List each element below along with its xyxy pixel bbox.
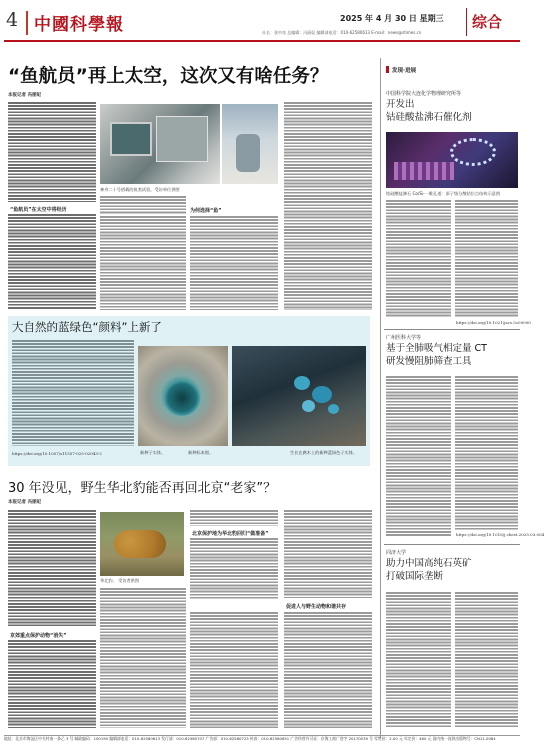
article1-headline: “鱼航员”再上太空，这次又有啥任务？ <box>8 66 329 87</box>
story1-org: 中国科学院大连化学物理研究所等 <box>386 91 462 97</box>
story1-image <box>386 132 518 188</box>
article2-photo-right <box>232 346 366 446</box>
masthead-info: 社长：张中良 总编辑：冯丽妃 编辑部电话：010-62580613 E-mail：news@stimes.cn <box>262 30 422 35</box>
article3-column-4 <box>284 612 372 728</box>
fungus-shape-4 <box>328 404 339 414</box>
article3-subhead-3: 促进人与野生动物和谐共存 <box>286 604 347 610</box>
section-title: 综合 <box>472 13 503 31</box>
leopard-shape <box>114 530 166 558</box>
article3-headline: 30 年没见，野生华北豹能否再回北京“老家”？ <box>8 481 277 496</box>
article3-photo-leopard <box>100 512 184 576</box>
story2-doi: https://doi.org/10.1016/j.chest.2025.03.004 <box>456 532 544 537</box>
article3-column-2 <box>100 588 186 728</box>
article3-column-3 <box>190 538 278 600</box>
sidebar-divider-1 <box>384 329 520 330</box>
equipment-shape <box>156 116 208 162</box>
article2-caption-mid: 新种标本照。 <box>188 450 214 455</box>
article3-column-4a <box>284 510 372 598</box>
article1-subhead-1: “鱼航员”在太空中将经历 <box>10 207 67 213</box>
story1-caption: 钴硅酸盐沸石 Co/Si-一维孔道：原子级分散钴位点结构示意图 <box>386 191 501 196</box>
zeolite-structure-shape <box>394 162 454 180</box>
page-footer: 地址：北京市海淀区中关村南一条乙 3 号 邮政编码：100190 编辑部电话：010-62580613 发行部：010-62580707 广告部：010-62580723 传真：010-62580651 广告经营许可证：京海工商广登字 20170039 号 零售价：2.00 元 年定价：460 元 国内统一连续出版物号：CN11-0084 <box>4 735 520 749</box>
article1-column-3 <box>190 216 278 310</box>
issue-date: 2025 年 4 月 30 日 星期三 <box>340 14 444 23</box>
story2-title-line2: 研发慢阻肺筛查工具 <box>386 356 472 367</box>
molecule-ring-shape <box>450 138 496 166</box>
story1-title-line2: 钴硅酸盐沸石催化剂 <box>386 112 472 123</box>
article1-column-4 <box>284 102 372 310</box>
story2-title-line1: 基于全肺吸气相定量 CT <box>386 343 487 354</box>
story2-column-2 <box>455 376 518 530</box>
article1-photo <box>100 104 220 184</box>
article2-photo-left <box>138 346 228 446</box>
story1-column-2 <box>455 200 518 318</box>
story3-title-line1: 助力中国高纯石英矿 <box>386 558 472 569</box>
article1-byline: 本报记者 冯丽妃 <box>8 93 42 98</box>
story1-doi: https://doi.org/10.1021/jacs.5c00000 <box>456 320 531 325</box>
article2-headline: 大自然的蓝绿色“颜料”上新了 <box>12 320 162 334</box>
article3-subhead-2: 北京保护地为华北豹回归“做准备” <box>192 531 269 537</box>
article3-column-3a <box>190 510 278 526</box>
header-rule <box>4 40 520 42</box>
article1-column-1 <box>8 102 96 202</box>
article1-column-2a <box>100 196 186 214</box>
article2-caption-left: 新种子实体。 <box>140 450 166 455</box>
story3-org: 同济大学 <box>386 550 407 556</box>
fish-tank-shape <box>110 122 152 156</box>
article1-photo-caption: 神舟二十号搭载的鱼类试验。受访单位供图 <box>100 187 180 192</box>
header-divider <box>26 11 28 35</box>
article3-column-3b <box>190 612 278 728</box>
article2-doi: https://doi.org/10.1007/s11557-025-02043-2 <box>12 451 102 456</box>
sidebar-tag-mark <box>386 66 389 73</box>
article1-column-2 <box>100 216 186 310</box>
article3-photo-caption: 华北豹。 受访者供图 <box>100 578 140 583</box>
fungus-cap-shape <box>164 380 200 416</box>
story1-title-line1: 开发出 <box>386 99 415 110</box>
fungus-shape-2 <box>312 386 332 403</box>
article3-column-1 <box>8 510 96 626</box>
story3-column-1 <box>386 592 451 728</box>
story2-column-1 <box>386 376 451 536</box>
fungus-shape-1 <box>294 376 310 390</box>
article3-subhead-1: 京郊重点保护动物“消失” <box>10 633 67 639</box>
story2-org: 广州医科大学等 <box>386 335 422 341</box>
sidebar-rule <box>380 58 381 738</box>
newspaper-logo: 中國科學報 <box>34 15 124 35</box>
article1-column-1b <box>8 214 96 310</box>
device-shape <box>236 134 260 172</box>
section-divider <box>466 8 467 36</box>
fungus-shape-3 <box>302 400 315 412</box>
article2-caption-right: 生长在腐木上的新种蓝绿色子实体。 <box>290 450 358 455</box>
article1-photo-2 <box>222 104 278 184</box>
article3-byline: 本报记者 冯丽妃 <box>8 500 42 505</box>
page-number: 4 <box>6 9 19 31</box>
article3-column-1b <box>8 640 96 728</box>
story3-title-line2: 打破国际垄断 <box>386 571 444 582</box>
sidebar-tag: 发现·进展 <box>392 68 417 74</box>
story3-column-2 <box>455 592 518 728</box>
article1-subhead-2: 为何选择“鱼” <box>190 208 222 214</box>
story1-column-1 <box>386 200 451 318</box>
sidebar-divider-2 <box>384 544 520 545</box>
article2-text <box>12 340 134 446</box>
